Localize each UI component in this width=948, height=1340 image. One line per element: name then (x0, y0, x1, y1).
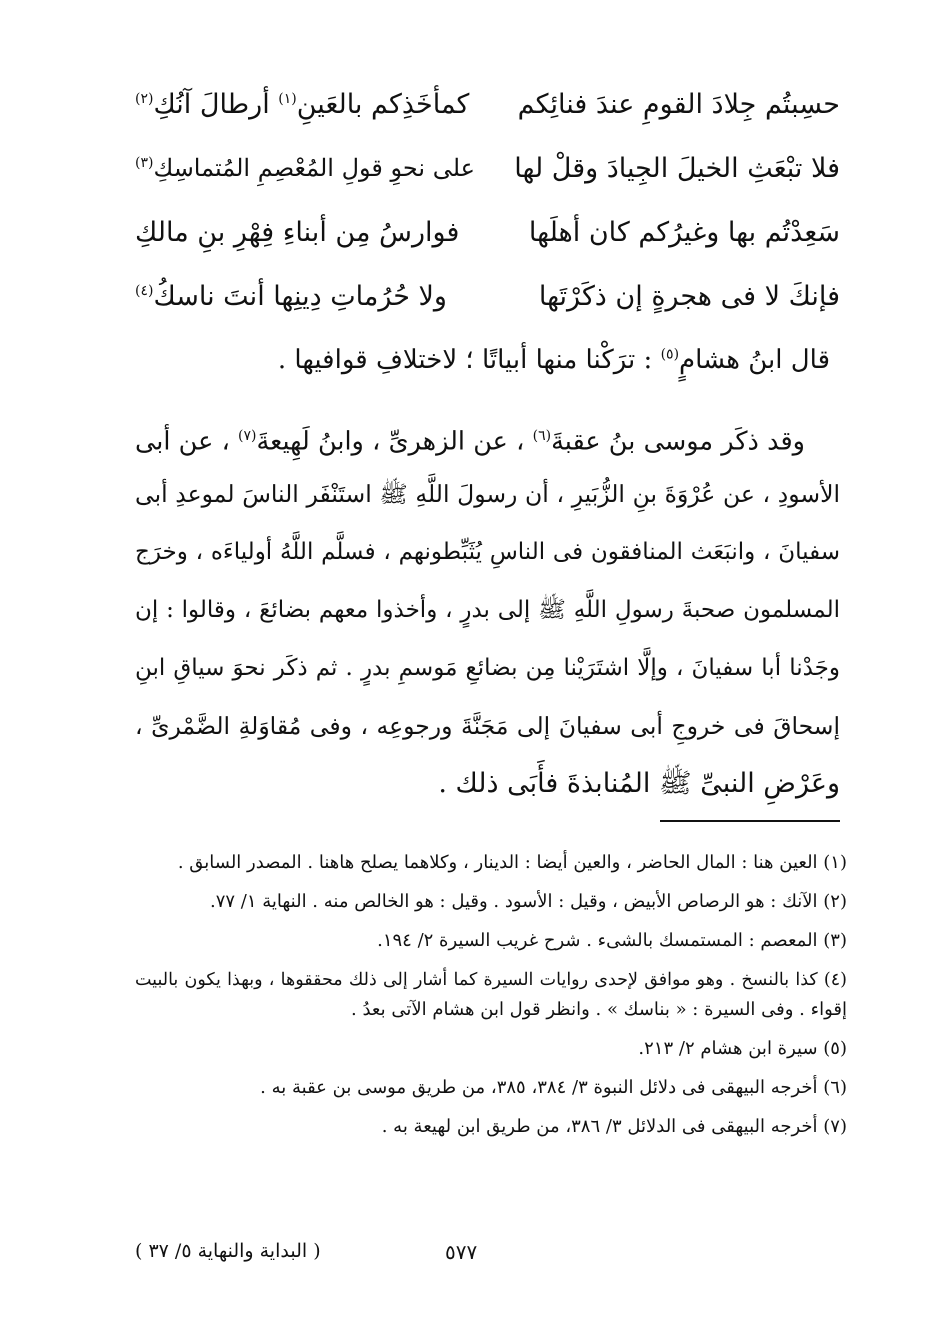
paragraph-line: وعَرْضِ النبىِّ ﷺ المُنابذةَ فأَبَى ذلك . (438, 768, 840, 799)
footnote-text: إقواء . وفى السيرة : « بناسك » . وانظر قول ابن هشام الآتى بعدُ . (351, 999, 847, 1020)
verse-second-hemistich (135, 154, 475, 182)
paragraph-line: الأسودِ ، عن عُرْوَةَ بنِ الزُّبَيرِ ، أن رسولَ اللَّهِ ﷺ استَنْفَر الناسَ لموعدِ أبى (135, 480, 840, 508)
poem (135, 72, 840, 328)
footnote-text: (٤) كذا بالنسخ . وهو موافق لإحدى روايات السيرة كما أشار إلى ذلك محققوها ، وبهذا يكون بالبيت (135, 970, 847, 990)
footnote (135, 926, 847, 956)
line-text: ، عن الزهرىِّ ، وابنُ لَهِيعةَ (256, 426, 533, 457)
poem-verse (135, 136, 840, 200)
footnote-text: (٣) المعصم : المستمسك بالشىء . شرح غريب السيرة ٢/ ١٩٤. (377, 930, 847, 951)
paragraph-line: سفيانَ ، وانبَعَث المنافقون فى الناسِ يُثَبِّطونهم ، فسلَّم اللَّهُ أولياءَه ، وخرَج (135, 539, 840, 565)
paragraph-line: إسحاقَ فى خروجِ أبى سفيانَ إلى مَجَنَّةَ ورجوعِه ، وفى مُقاوَلةِ الضَّمْرىِّ ، (135, 712, 840, 740)
verse-second-hemistich: فوارسُ مِن أبناءِ فِهْرِ بنِ مالكِ (135, 216, 460, 248)
footnotes (135, 848, 847, 1151)
verse-second-hemistich (135, 281, 447, 312)
footnote-text: (٥) سيرة ابن هشام ٢/ ٢١٣. (638, 1038, 847, 1059)
footnote-ref: (٤) (135, 282, 154, 299)
footnote-text: (١) العين هنا : المال الحاضر ، والعين أيضا : الدينار ، وكلاهما يصلح هاهنا . المصدر السابق . (177, 852, 847, 873)
footnote (135, 848, 847, 878)
body-paragraph (135, 407, 840, 813)
line-text: وقد ذكَر موسى بنُ عقبةَ (551, 426, 805, 457)
verse-first-hemistich: فإنكَ لا فى هجرةٍ إن ذكَرْتَها (538, 280, 840, 312)
poem-verse (135, 72, 840, 136)
footnote (135, 1073, 847, 1103)
hemistich-text: على نحوِ قولِ المُعْصِمِ المُتماسِكِ (153, 154, 475, 182)
note-text: قال ابنُ هشامٍ (679, 345, 830, 375)
verse-second-hemistich (135, 89, 469, 120)
footnote-text: (٦) أخرجه البيهقى فى دلائل النبوة ٣/ ٣٨٤، ٣٨٥، من طريق موسى بن عقبة به . (260, 1077, 847, 1098)
poem-verse (135, 264, 840, 328)
footnote (135, 1112, 847, 1142)
verse-first-hemistich: فلا تبْعَثِ الخيلَ الجِيادَ وقلْ لها (514, 152, 840, 184)
editor-note (278, 345, 830, 375)
page-number: ٥٧٧ (445, 1240, 478, 1264)
footnote (135, 1034, 847, 1064)
footnote-separator (660, 820, 840, 822)
book-reference: ( البداية والنهاية ٥/ ٣٧ ) (135, 1240, 321, 1262)
footnote-text: (٢) الآنك : هو الرصاص الأبيض ، وقيل : الأسود . وقيل : هو الخالص منه . النهاية ١/ ٧٧. (209, 891, 847, 912)
verse-first-hemistich: سَعِدْتُم بها وغيرُكم كان أهلَها (528, 216, 840, 248)
paragraph-line (135, 407, 840, 465)
footnote-ref: (٢) (135, 90, 154, 107)
hemistich-text: كمأخَذِكم بالعَينِ (296, 88, 470, 120)
footnote-ref: (٦) (532, 428, 552, 444)
paragraph-line: المسلمون صحبةَ رسولِ اللَّهِ ﷺ إلى بدرٍ ، وأخذوا معهم بضائعَ ، وقالوا : إن (135, 597, 840, 623)
paragraph-line: وجَدْنا أبا سفيانَ ، وإلَّا اشتَرَيْنا مِن بضائعِ مَوسمِ بدرٍ . ثم ذكَر نحوَ سياقِ ابنِ (135, 655, 840, 681)
line-text: ، عن أبى (135, 426, 239, 457)
footnote-ref: (٥) (660, 346, 680, 363)
footnote (135, 887, 847, 917)
footnote-text: (٧) أخرجه البيهقى فى الدلائل ٣/ ٣٨٦، من طريق ابن لهيعة به . (381, 1116, 847, 1137)
footnote-ref: (٣) (135, 155, 154, 171)
verse-first-hemistich: حسِبتُم جِلادَ القومِ عندَ فنائِكم (517, 88, 840, 120)
note-text: : ترَكْنا منها أبياتًا ؛ لاختلافِ قوافيها . (277, 345, 661, 375)
poem-verse (135, 200, 840, 264)
footnote (135, 965, 847, 1025)
hemistich-text: أرطالَ آنُكِ (153, 88, 279, 120)
footnote-ref: (١) (278, 90, 297, 107)
footnote-ref: (٧) (238, 428, 257, 444)
hemistich-text: ولا حُرُماتِ دِينِها أنتَ ناسكُ (153, 280, 447, 312)
